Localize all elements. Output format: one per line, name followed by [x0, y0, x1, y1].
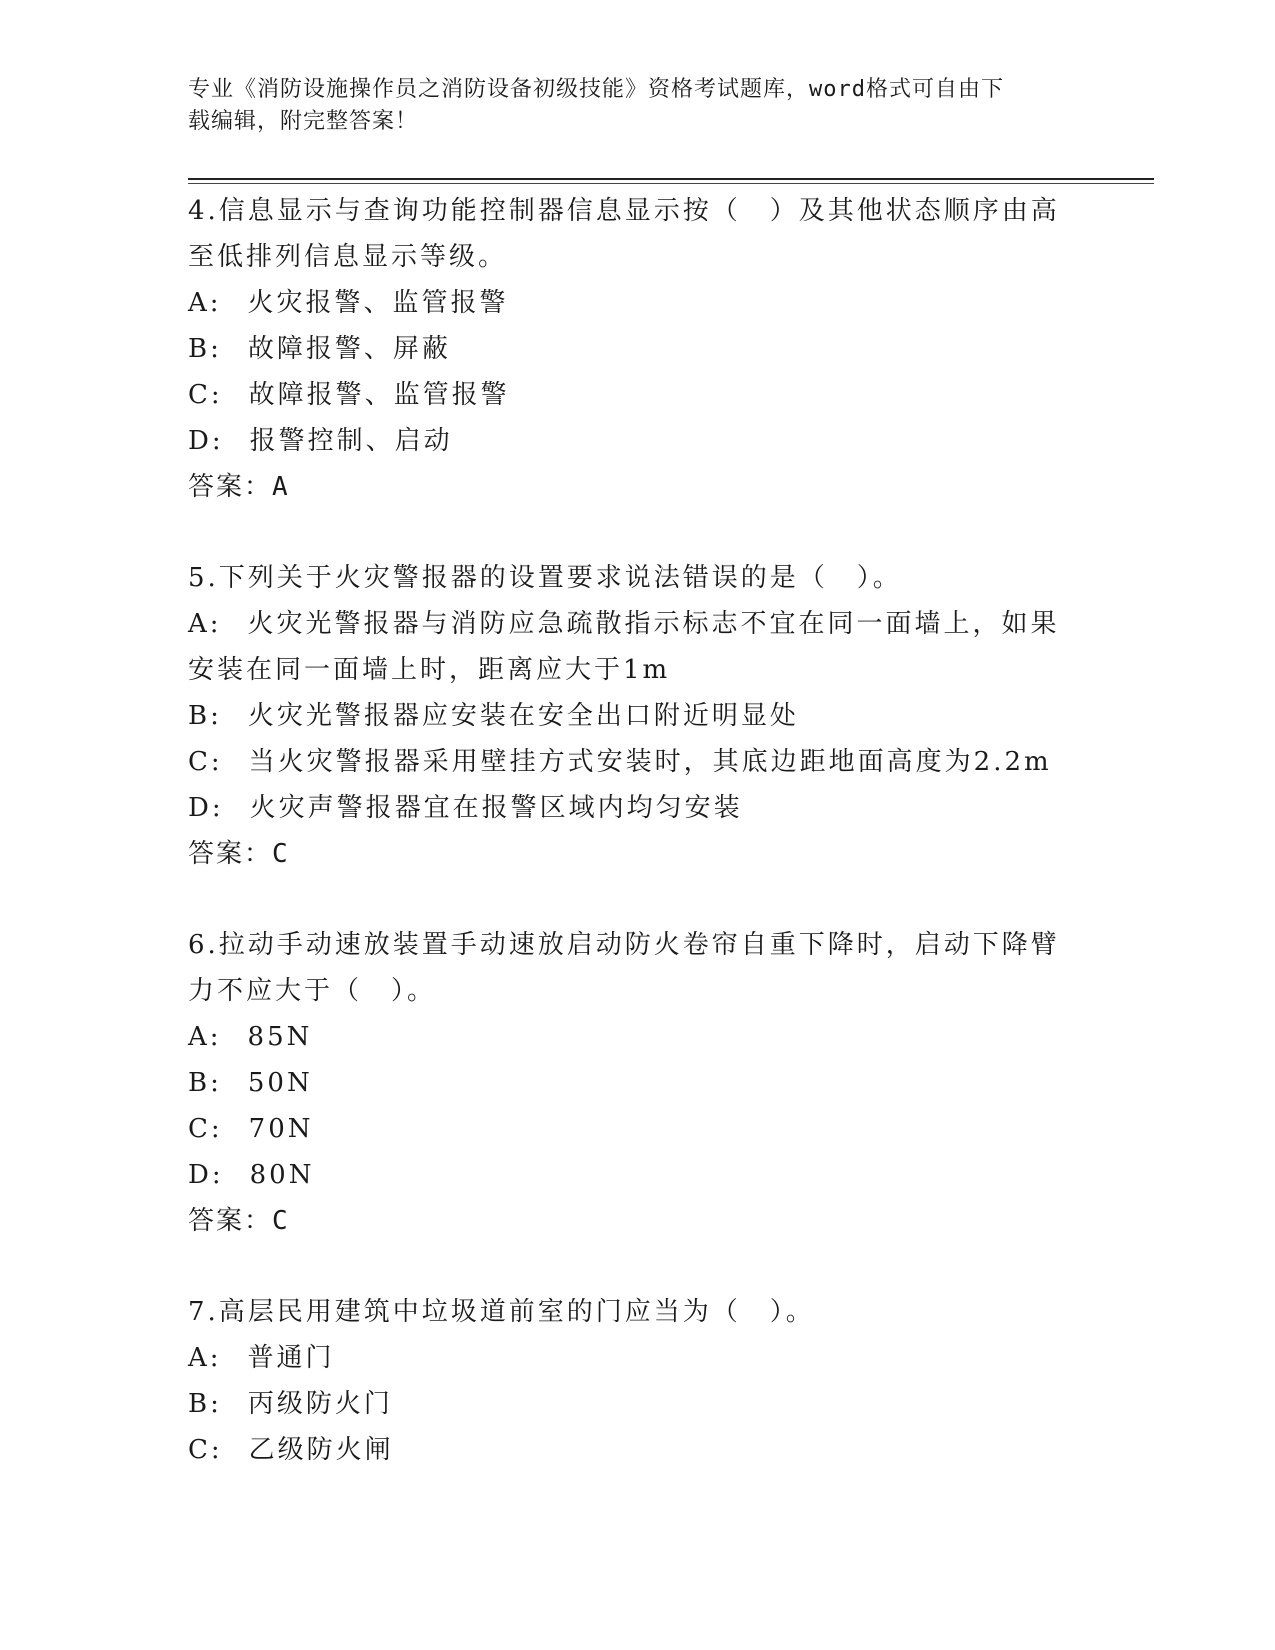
header-divider-thick [188, 178, 1154, 180]
option-text: 火灾光警报器与消防应急疏散指示标志不宜在同一面墙上，如果安装在同一面墙上时，距离应大于1m [188, 609, 1060, 685]
option-key: D: [188, 426, 224, 456]
option-a [188, 1014, 1088, 1060]
option-text: 当火灾警报器采用壁挂方式安装时，其底边距地面高度为2.2m [248, 747, 1052, 777]
question-7 [188, 1289, 1088, 1473]
option-text: 火灾声警报器宜在报警区域内均匀安装 [249, 793, 743, 823]
option-b [188, 1060, 1088, 1106]
option-key: C: [188, 380, 223, 410]
question-6 [188, 922, 1088, 1244]
option-text: 50N [247, 1068, 313, 1098]
option-a [188, 280, 1088, 326]
option-key: A: [188, 1022, 222, 1052]
option-key: A: [188, 1343, 222, 1373]
option-d [188, 1152, 1088, 1198]
option-d [188, 785, 1088, 831]
header-line-1: 专业《消防设施操作员之消防设备初级技能》资格考试题库，word格式可自由下 [188, 77, 1004, 102]
option-key: D: [188, 793, 224, 823]
header-line-2: 载编辑，附完整答案！ [188, 109, 419, 134]
option-text: 70N [248, 1114, 314, 1144]
question-4 [188, 188, 1088, 510]
option-text: 80N [249, 1160, 315, 1190]
option-key: C: [188, 1114, 223, 1144]
option-key: B: [188, 334, 222, 364]
option-key: A: [188, 609, 222, 639]
option-b [188, 1381, 1088, 1427]
option-text: 火灾报警、监管报警 [247, 288, 509, 318]
option-key: B: [188, 1389, 222, 1419]
answer-label: 答案：A [188, 472, 290, 502]
option-key: D: [188, 1160, 224, 1190]
question-stem: 4.信息显示与查询功能控制器信息显示按（ ）及其他状态顺序由高至低排列信息显示等级。 [188, 196, 1060, 272]
option-text: 丙级防火门 [247, 1389, 393, 1419]
option-c [188, 739, 1088, 785]
option-b [188, 326, 1088, 372]
option-d [188, 418, 1088, 464]
option-c [188, 1427, 1088, 1473]
option-a [188, 1335, 1088, 1381]
option-key: C: [188, 1435, 223, 1465]
option-text: 乙级防火闸 [248, 1435, 394, 1465]
question-stem: 7.高层民用建筑中垃圾道前室的门应当为（ ）。 [188, 1297, 815, 1327]
option-c [188, 1106, 1088, 1152]
option-text: 85N [247, 1022, 313, 1052]
question-5 [188, 555, 1088, 877]
option-a [188, 601, 1088, 693]
answer-label: 答案：C [188, 1206, 290, 1236]
question-stem: 5.下列关于火灾警报器的设置要求说法错误的是（ ）。 [188, 563, 902, 593]
option-key: A: [188, 288, 222, 318]
option-text: 故障报警、屏蔽 [247, 334, 451, 364]
option-text: 普通门 [247, 1343, 335, 1373]
option-text: 故障报警、监管报警 [248, 380, 510, 410]
header-divider-thin [188, 183, 1154, 184]
document-header [188, 74, 1068, 138]
option-c [188, 372, 1088, 418]
question-stem: 6.拉动手动速放装置手动速放启动防火卷帘自重下降时，启动下降臂力不应大于（ ）。 [188, 930, 1060, 1006]
option-key: C: [188, 747, 223, 777]
option-text: 火灾光警报器应安装在安全出口附近明显处 [247, 701, 799, 731]
option-key: B: [188, 1068, 222, 1098]
option-b [188, 693, 1088, 739]
option-key: B: [188, 701, 222, 731]
question-list [188, 188, 1088, 1473]
option-text: 报警控制、启动 [249, 426, 453, 456]
answer-label: 答案：C [188, 839, 290, 869]
